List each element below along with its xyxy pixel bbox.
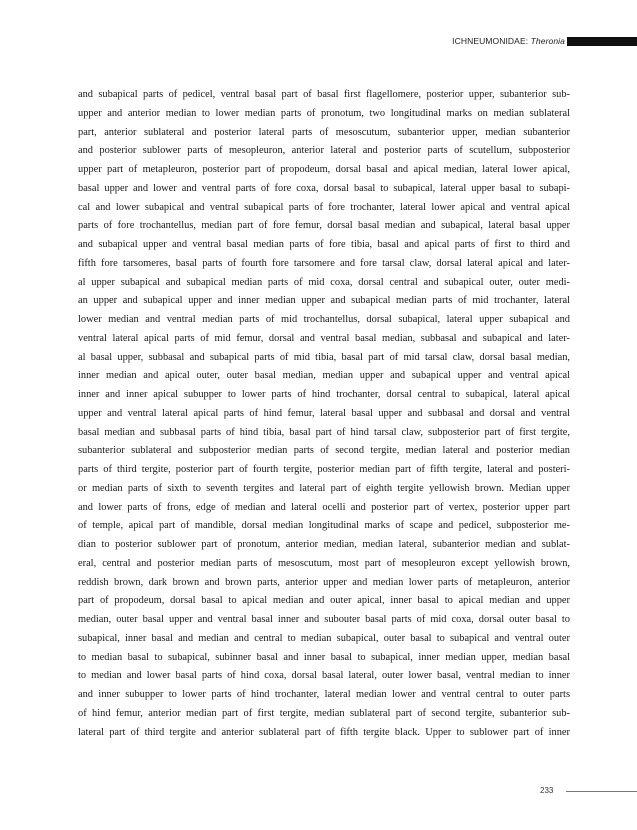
body-line: and posterior sublower parts of mesopleuron, anterior lateral and posterior parts of scutellum, subposterior bbox=[78, 145, 570, 157]
body-text bbox=[78, 86, 570, 742]
body-line: an upper and subapical upper and inner median upper and subapical median parts of mid trochanter, lateral bbox=[78, 295, 570, 307]
footer-rule bbox=[566, 791, 637, 792]
body-line: and subapical parts of pedicel, ventral basal part of basal first flagellomere, posterior upper, subanterior sub- bbox=[78, 89, 570, 100]
page-number: 233 bbox=[540, 786, 554, 795]
body-line: upper part of metapleuron, posterior part of propodeum, dorsal basal and apical median, lateral lower apical, bbox=[78, 164, 570, 175]
body-line: part, anterior sublateral and posterior lateral parts of mesoscutum, subanterior upper, median subanterior bbox=[78, 126, 570, 138]
body-line: cal and lower subapical and ventral subapical parts of fore trochanter, lateral lower apical and ventral apical bbox=[78, 201, 570, 213]
body-line: inner and inner apical subupper to lower parts of hind trochanter, dorsal central to subapical, lateral apical bbox=[78, 389, 570, 400]
body-line: inner median and apical outer, outer basal median, median upper and subapical upper and ventral apical bbox=[78, 370, 570, 382]
body-line: part of propodeum, dorsal basal to apical median and outer apical, inner basal to apical median and upper bbox=[78, 595, 570, 607]
running-header-label bbox=[452, 36, 565, 46]
body-line: to median and lower basal parts of hind coxa, dorsal basal lateral, outer lower basal, ventral median to inner bbox=[78, 670, 570, 682]
body-line: fifth fore tarsomeres, basal parts of fourth fore tarsomere and fore tarsal claw, dorsal lateral apical and later- bbox=[78, 257, 570, 269]
body-line: lower median and ventral median parts of mid trochantellus, dorsal subapical, lateral upper subapical and bbox=[78, 314, 570, 325]
body-line: al basal upper, subbasal and subapical parts of mid tibia, basal part of mid tarsal claw, dorsal basal median, bbox=[78, 351, 570, 363]
body-line: and lower parts of frons, edge of median and lateral ocelli and posterior part of vertex, posterior upper part bbox=[78, 501, 570, 513]
body-line: and inner subupper to lower parts of hind trochanter, lateral median lower and ventral central to outer parts bbox=[78, 689, 570, 700]
body-line: parts of third tergite, posterior part of fourth tergite, posterior median part of fifth tergite, lateral and posteri- bbox=[78, 464, 570, 475]
header-genus: Theronia bbox=[530, 36, 565, 46]
body-line: upper and anterior median to lower median parts of pronotum, two longitudinal marks on median sublateral bbox=[78, 107, 570, 119]
body-line: of temple, apical part of mandible, dorsal median longitudinal marks of scape and pedicel, subposterior me- bbox=[78, 520, 570, 532]
body-line: subanterior sublateral and subposterior median parts of second tergite, median lateral and posterior median bbox=[78, 445, 570, 457]
body-line: median, outer basal upper and ventral basal inner and subouter basal parts of mid coxa, dorsal outer basal to bbox=[78, 614, 570, 625]
body-line: or median parts of sixth to seventh tergites and lateral part of eighth tergite yellowish brown. Median upper bbox=[78, 482, 570, 494]
running-header bbox=[0, 34, 637, 48]
body-line: lateral part of third tergite and anterior sublateral part of fifth tergite black. Upper to sublower part of inner bbox=[78, 726, 570, 738]
body-line: to median basal to subapical, subinner basal and inner basal to subapical, inner median upper, median basal bbox=[78, 651, 570, 663]
body-line: subapical, inner basal and median and central to median subapical, outer basal to subapical and ventral outer bbox=[78, 632, 570, 644]
header-bar bbox=[567, 37, 637, 46]
body-line: basal upper and lower and ventral parts of fore coxa, dorsal basal to subapical, lateral upper basal to subapi- bbox=[78, 182, 570, 194]
body-line: parts of fore trochantellus, median part of fore femur, dorsal basal median and subapical, lateral basal upper bbox=[78, 220, 570, 232]
body-line: of hind femur, anterior median part of first tergite, median sublateral part of second tergite, subanterior sub- bbox=[78, 707, 570, 719]
body-line: upper and ventral lateral apical parts of hind femur, lateral basal upper and subbasal and dorsal and ventral bbox=[78, 407, 570, 419]
body-line: and subapical upper and ventral basal median parts of fore tibia, basal and apical parts of first to third and bbox=[78, 239, 570, 250]
body-line: ventral lateral apical parts of mid femur, dorsal and ventral basal median, subbasal and subapical and later- bbox=[78, 332, 570, 344]
body-line: basal median and subbasal parts of hind tibia, basal part of hind tarsal claw, subposterior part of first tergite, bbox=[78, 426, 570, 438]
header-family: ICHNEUMONIDAE: bbox=[452, 36, 529, 46]
body-line: al upper subapical and subapical median parts of mid coxa, dorsal central and subapical outer, outer medi- bbox=[78, 276, 570, 288]
body-line: dian to posterior sublower part of pronotum, anterior median, median lateral, subanterior median and sublat- bbox=[78, 539, 570, 550]
body-line: reddish brown, dark brown and brown parts, anterior upper and median lower parts of metapleuron, anterior bbox=[78, 576, 570, 588]
body-line: eral, central and posterior median parts of mesoscutum, most part of mesopleuron except yellowish brown, bbox=[78, 557, 570, 569]
